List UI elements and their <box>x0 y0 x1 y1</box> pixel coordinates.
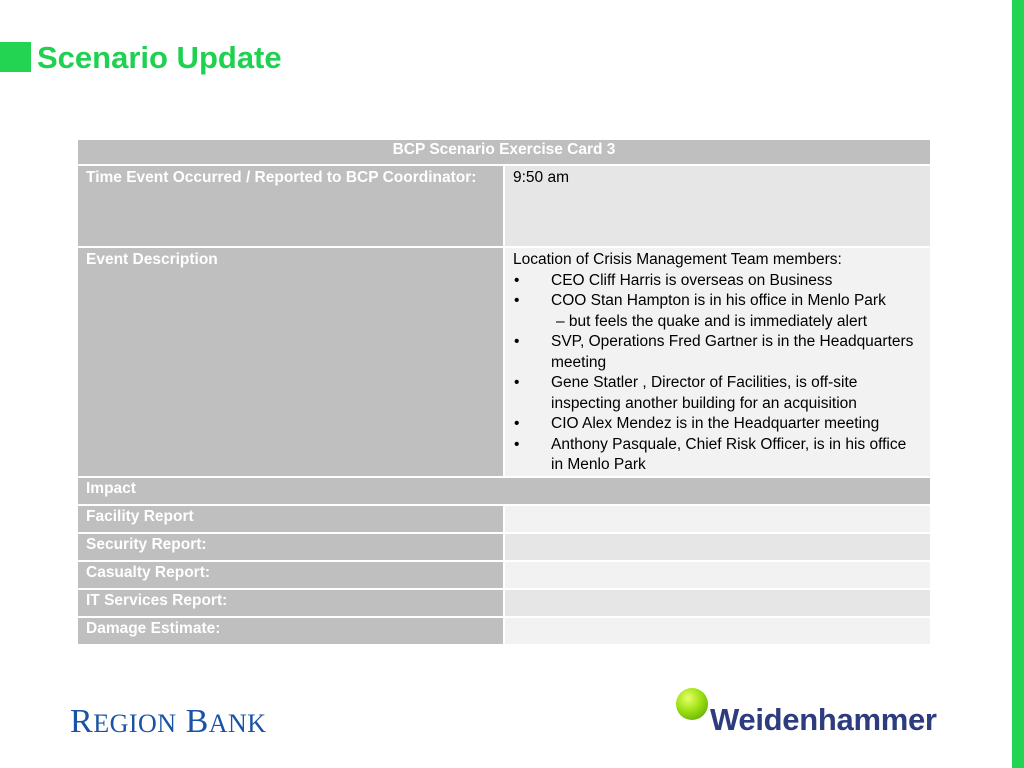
time-label: Time Event Occurred / Reported to BCP Coordinator: <box>78 166 503 246</box>
list-item: • Gene Statler , Director of Facilities, is off-site <box>513 373 922 394</box>
region-bank-logo-ank: ANK <box>208 709 267 738</box>
event-intro: Location of Crisis Management Team members: <box>513 251 842 268</box>
region-bank-logo-egion: EGION <box>93 709 177 738</box>
event-description <box>505 248 930 476</box>
list-item: • COO Stan Hampton is in his office in Menlo Park <box>513 291 922 312</box>
facility-report-value <box>505 506 930 532</box>
region-bank-logo-r: R <box>70 703 94 740</box>
it-services-report-value <box>505 590 930 616</box>
security-report-value <box>505 534 930 560</box>
list-item: • Anthony Pasquale, Chief Risk Officer, is in his office in Menlo Park <box>513 435 922 476</box>
event-label: Event Description <box>78 248 503 476</box>
right-accent-bar <box>1012 0 1024 768</box>
team-member-list <box>513 271 922 476</box>
bcp-scenario-card <box>76 138 932 646</box>
weidenhammer-wordmark: Weidenhammer <box>710 702 937 737</box>
list-item: • CIO Alex Mendez is in the Headquarter meeting <box>513 414 922 435</box>
slide-title: Scenario Update <box>37 40 282 75</box>
impact-label: Impact <box>78 478 930 504</box>
list-item-continuation: inspecting another building for an acquisition <box>551 394 857 412</box>
list-item: • CEO Cliff Harris is overseas on Business <box>513 271 922 292</box>
weidenhammer-logo <box>676 688 998 740</box>
facility-report-label: Facility Report <box>78 506 503 532</box>
it-services-report-label: IT Services Report: <box>78 590 503 616</box>
casualty-report-label: Casualty Report: <box>78 562 503 588</box>
title-accent-square <box>0 42 31 72</box>
casualty-report-value <box>505 562 930 588</box>
time-value: 9:50 am <box>505 166 930 246</box>
region-bank-logo-b: B <box>185 703 209 740</box>
damage-estimate-label: Damage Estimate: <box>78 618 503 644</box>
green-ball-icon <box>676 688 708 720</box>
list-item-continuation: – but feels the quake and is immediately alert <box>556 312 868 330</box>
damage-estimate-value <box>505 618 930 644</box>
list-item: • SVP, Operations Fred Gartner is in the Headquarters meeting <box>513 332 922 373</box>
region-bank-logo <box>70 700 267 746</box>
card-header: BCP Scenario Exercise Card 3 <box>78 140 930 164</box>
security-report-label: Security Report: <box>78 534 503 560</box>
